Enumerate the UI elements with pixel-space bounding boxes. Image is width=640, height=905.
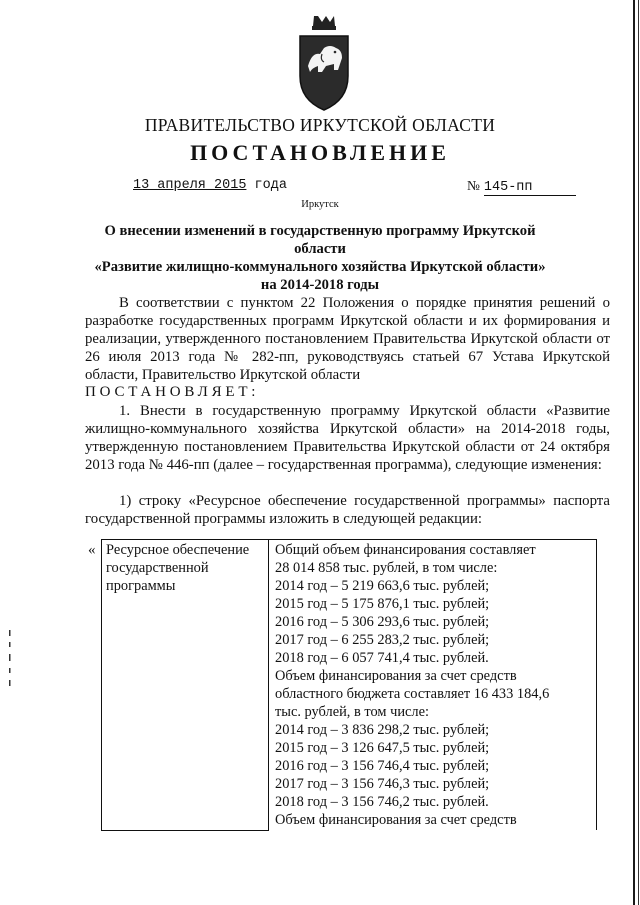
government-name: ПРАВИТЕЛЬСТВО ИРКУТСКОЙ ОБЛАСТИ <box>144 115 496 135</box>
content-line: областного бюджета составляет 16 433 184,6 <box>275 686 550 702</box>
opening-quote: « <box>88 542 96 558</box>
heading-line: на 2014-2018 годы <box>260 277 380 293</box>
text-line: и реализации, утвержденного постановлением Правительства Иркутской <box>85 313 610 347</box>
resource-table <box>101 539 597 831</box>
text-line: следующие изменения: <box>455 457 602 473</box>
label-line: программы <box>106 578 176 594</box>
text-line: 1. Внести в государственную программу Иркутской области «Развитие <box>119 403 610 419</box>
content-line: Объем финансирования за счет средств <box>275 812 517 828</box>
row-content-cell <box>269 540 597 831</box>
content-line: 28 014 858 тыс. рублей, в том числе: <box>275 560 498 576</box>
text-line: государственной программы изложить в следующей редакции: <box>85 511 483 527</box>
preamble-paragraph <box>85 294 610 384</box>
decree-word: ПОСТАНОВЛЯЕТ: <box>85 384 260 400</box>
content-line: 2014 год – 5 219 663,6 тыс. рублей; <box>275 578 490 594</box>
content-line: 2017 год – 6 255 283,2 тыс. рублей; <box>275 632 490 648</box>
text-line: Иркутской области, Правительство Иркутской области <box>85 349 610 383</box>
date-suffix: года <box>254 178 287 193</box>
date-value: 13 апреля 2015 <box>133 178 247 193</box>
content-line: 2018 год – 6 057 741,4 тыс. рублей. <box>275 650 489 666</box>
number-sign: № <box>467 178 480 193</box>
text-line: разработке государственных программ Иркутской области и их формирования <box>85 313 597 329</box>
content-line: 2014 год – 3 836 298,2 тыс. рублей; <box>275 722 490 738</box>
table-row <box>102 540 597 831</box>
content-line: 2018 год – 3 156 746,2 тыс. рублей. <box>275 794 489 810</box>
scan-margin-marks <box>8 628 12 688</box>
number-value: 145-пп <box>484 180 576 196</box>
label-line: Ресурсное обеспечение <box>106 542 250 558</box>
label-line: государственной <box>106 560 209 576</box>
content-line: 2016 год – 5 306 293,6 тыс. рублей; <box>275 614 490 630</box>
content-line: 2016 год – 3 156 746,4 тыс. рублей; <box>275 758 490 774</box>
text-line: утвержденную постановлением Правительства Иркутской области <box>85 439 515 455</box>
text-line: В соответствии с пунктом 22 Положения о порядке принятия решений о <box>119 295 610 311</box>
item-1-paragraph <box>85 402 610 474</box>
document-heading <box>90 222 550 294</box>
content-line: Общий объем финансирования составляет <box>275 542 536 558</box>
issue-city: Иркутск <box>301 199 339 210</box>
item-1-1-paragraph <box>85 492 610 528</box>
content-line: тыс. рублей, в том числе: <box>275 704 429 720</box>
text-line: области от 26 июля 2013 года № 282-пп, руководствуясь статьей 67 Устава <box>85 331 610 365</box>
document-number <box>467 178 576 196</box>
content-line: Объем финансирования за счет средств <box>275 668 517 684</box>
coat-of-arms-icon <box>296 14 352 112</box>
document-date <box>133 178 287 193</box>
heading-line: «Развитие жилищно-коммунального хозяйства Иркутской области» <box>94 259 546 275</box>
text-line: жилищно-коммунального хозяйства Иркутской области» на 2014-2018 годы, <box>85 421 610 437</box>
heading-line: О внесении изменений в государственную программу Иркутской области <box>104 223 536 257</box>
content-line: 2015 год – 5 175 876,1 тыс. рублей; <box>275 596 490 612</box>
row-label-cell <box>102 540 269 831</box>
text-line: 1) строку «Ресурсное обеспечение государственной программы» паспорта <box>119 493 610 509</box>
text-line: от 24 октября 2013 года № 446-пп (далее – государственная программа), <box>85 439 610 473</box>
document-kind-title: ПОСТАНОВЛЕНИЕ <box>190 140 450 165</box>
content-line: 2017 год – 3 156 746,3 тыс. рублей; <box>275 776 490 792</box>
content-line: 2015 год – 3 126 647,5 тыс. рублей; <box>275 740 490 756</box>
